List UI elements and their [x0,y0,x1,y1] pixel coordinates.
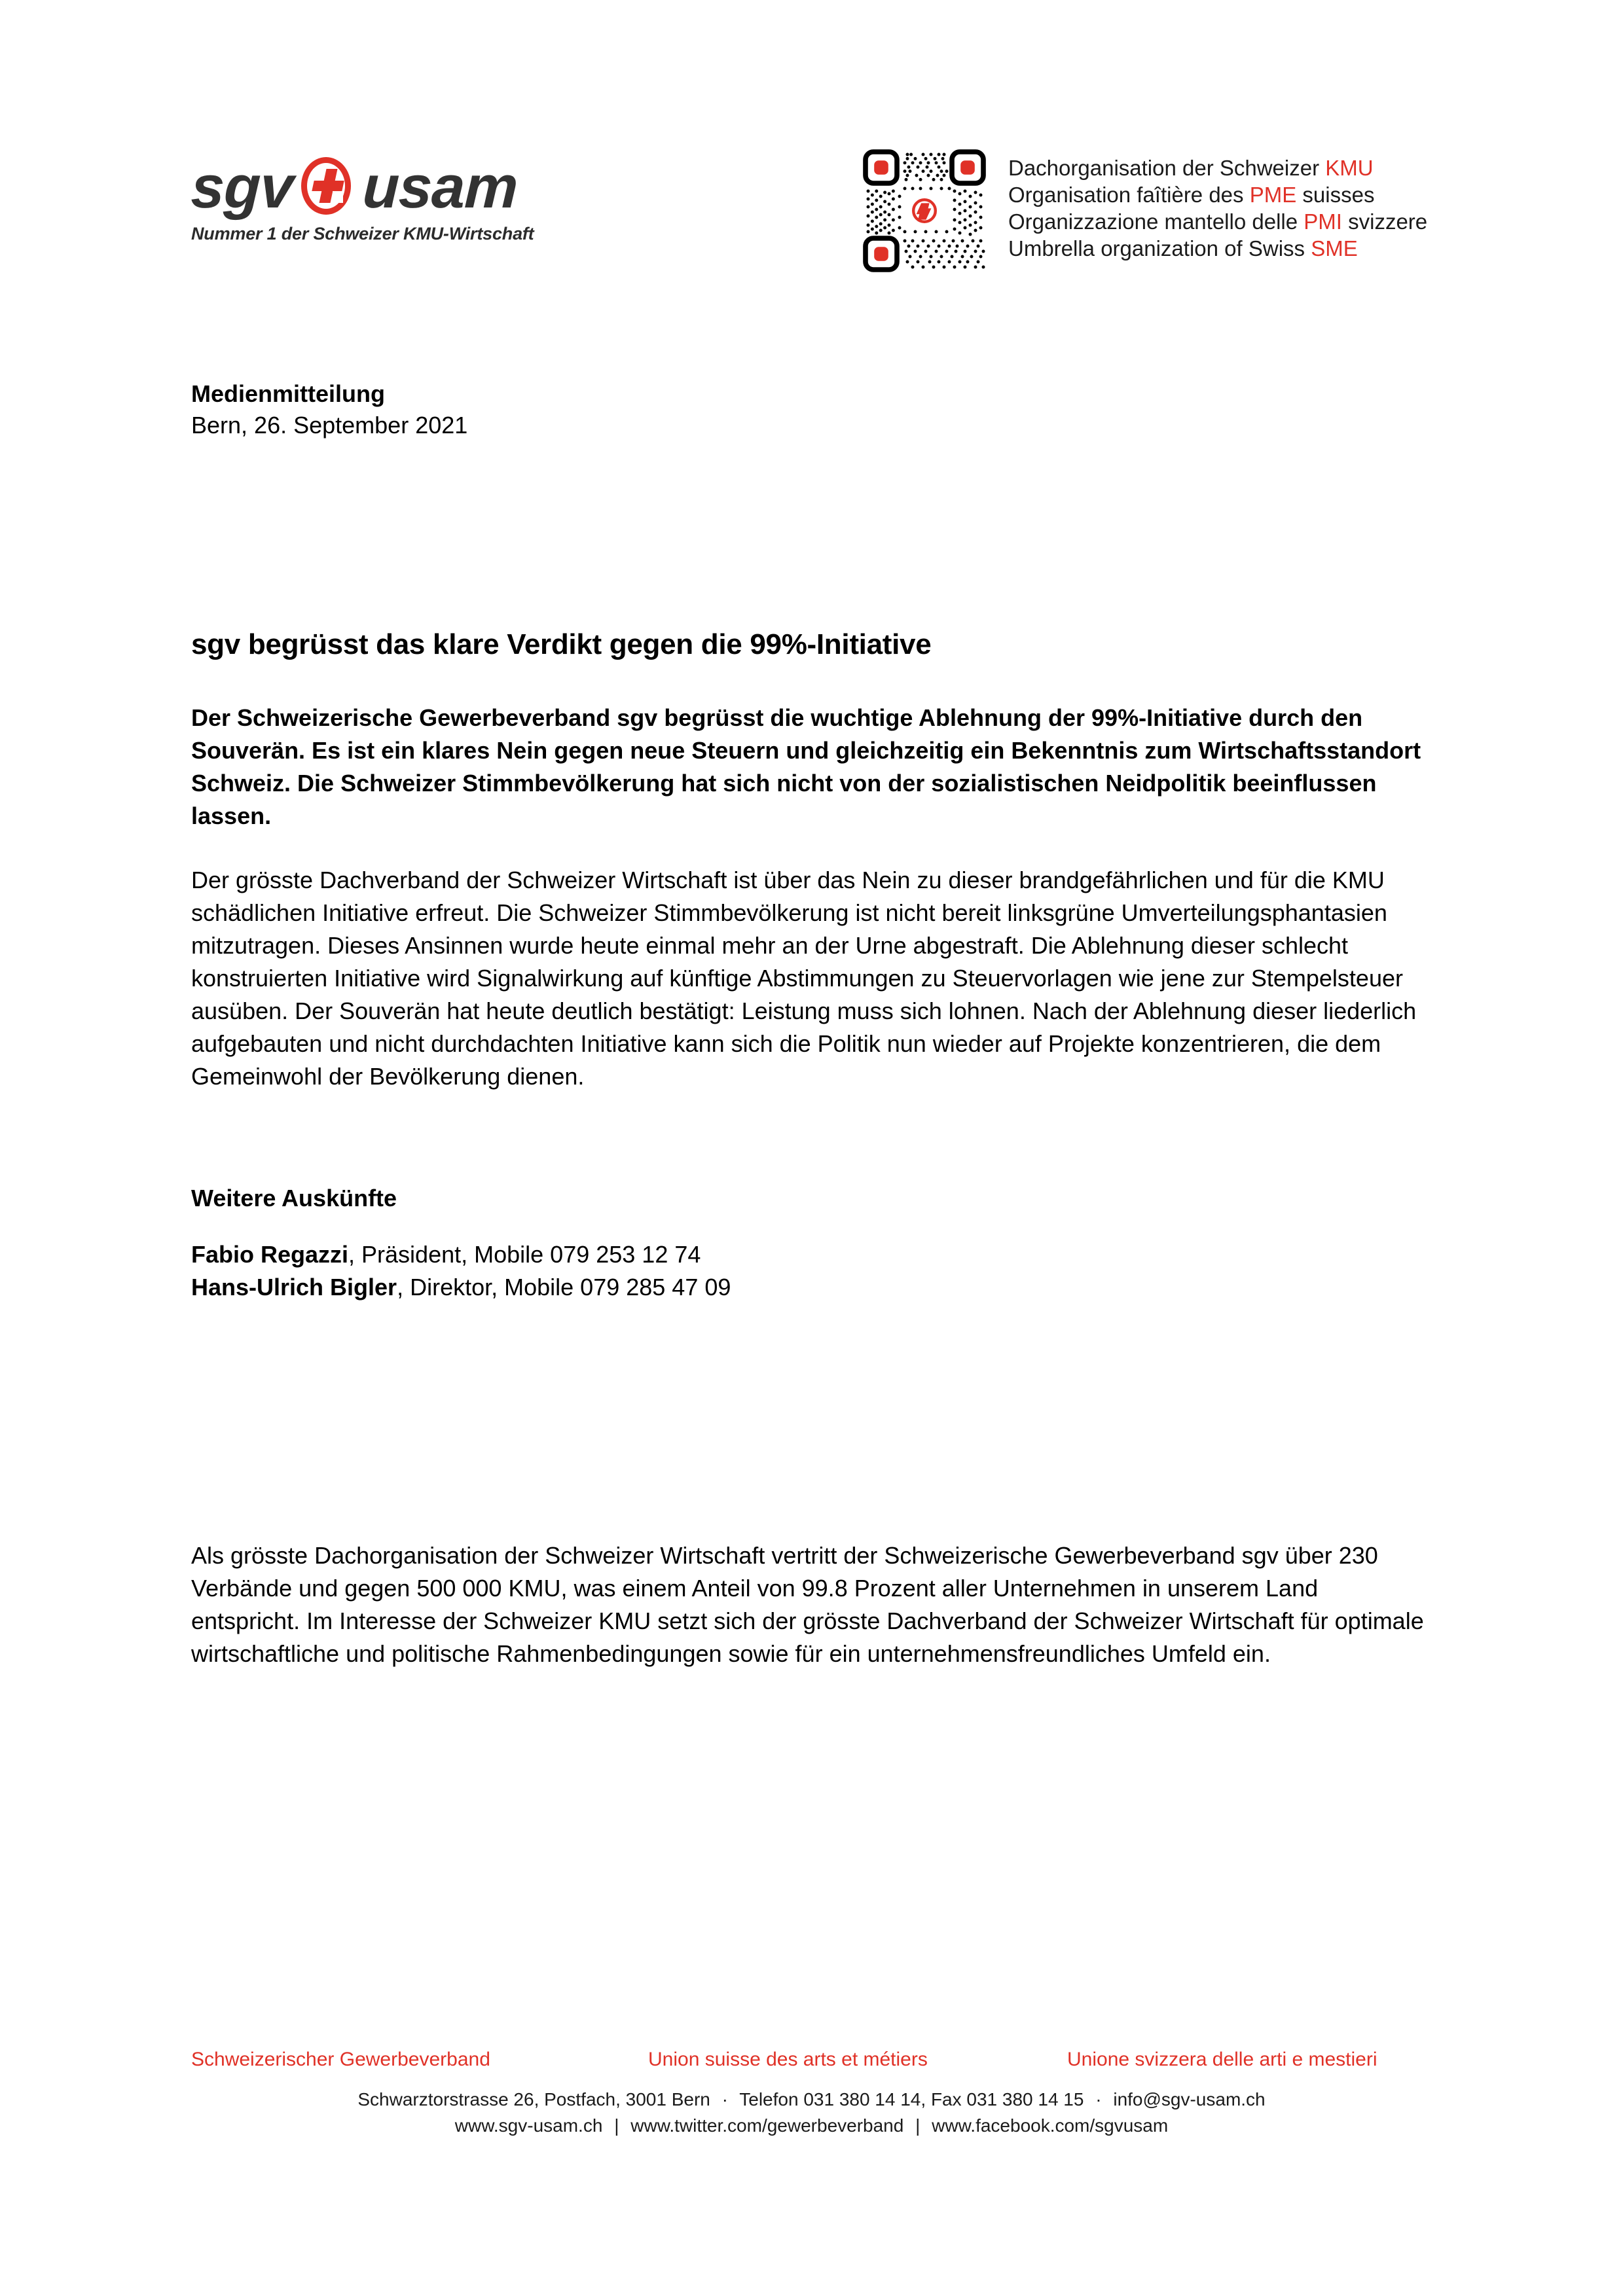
logo-word-usam: usam [361,154,519,221]
footer-email[interactable]: info@sgv-usam.ch [1113,2089,1266,2109]
header-qr-languages [863,149,1427,272]
footer-link-twitter[interactable]: www.twitter.com/gewerbeverband [630,2115,904,2136]
footer-org-fr: Union suisse des arts et métiers [648,2049,928,2070]
logo-tagline: Nummer 1 der Schweizer KMU-Wirtschaft [191,224,534,243]
footer-address: Schwarztorstrasse 26, Postfach, 3001 Bern [357,2089,710,2109]
footer-phone: Telefon 031 380 14 14, Fax 031 380 14 15 [739,2089,1084,2109]
lead-paragraph: Der Schweizerische Gewerbeverband sgv begrüsst die wuchtige Ablehnung der 99%-Initiative durch den Souverän. Es ist ein klares Nein gegen neue Steuern und gleichzeitig ein Bekenntnis zum Wirtschaftsstandort Schweiz. Die Schweizer Stimmbevölkerung hat sich nicht von der sozialistischen Neidpolitik beeinflussen lassen. [191,704,1421,829]
page-title: sgv begrüsst das klare Verdikt gegen die 99%-Initiative [191,628,932,661]
logo-word-sgv: sgv [190,154,295,221]
contacts-heading: Weitere Auskünfte [191,1185,397,1211]
qr-code-icon [863,149,986,272]
acronym-sme: SME [1311,236,1358,260]
page-header [0,143,1623,287]
contact-details: , Direktor, Mobile 079 285 47 09 [397,1274,731,1300]
language-line-it: Organizzazione mantello delle PMI svizzere [1008,209,1428,234]
place-and-date: Bern, 26. September 2021 [191,412,468,439]
contact-item [191,1271,731,1304]
footer-separator: · [1095,2089,1102,2109]
contact-name: Hans-Ulrich Bigler [191,1274,397,1300]
contact-details: , Präsident, Mobile 079 253 12 74 [348,1241,701,1268]
footer-separator: | [915,2115,921,2136]
footer-org-de: Schweizerischer Gewerbeverband [191,2049,490,2070]
contact-item [191,1238,731,1271]
document-meta [191,378,1435,441]
footer-links-line [0,2113,1623,2139]
contacts-list [191,1238,731,1304]
footer-address-line [0,2087,1623,2113]
sgv-usam-logo [191,156,597,244]
swiss-cross-circle-icon [297,156,360,219]
footer-organisation-names [0,2049,1623,2077]
footer-org-it: Unione svizzera delle arti e mestieri [1067,2049,1377,2070]
language-line-en: Umbrella organization of Swiss SME [1008,236,1358,260]
footer-link-facebook[interactable]: www.facebook.com/sgvusam [932,2115,1169,2136]
acronym-kmu: KMU [1325,156,1374,180]
acronym-pme: PME [1249,183,1297,207]
page-footer [0,2049,1623,2139]
logo-wordmark [191,156,597,219]
document-type: Medienmitteilung [191,380,385,407]
language-line-fr: Organisation faîtière des PME suisses [1008,183,1375,207]
footer-link-website[interactable]: www.sgv-usam.ch [454,2115,603,2136]
footer-separator: · [721,2089,728,2109]
body-paragraph: Der grösste Dachverband der Schweizer Wirtschaft ist über das Nein zu dieser brandgefährlichen und für die KMU schädlichen Initiative erfreut. Die Schweizer Stimmbevölkerung ist nicht bereit linksgrüne Umverteilungsphantasien mitzutragen. Dieses Ansinnen wurde heute einmal mehr an der Urne abgestraft. Die Ablehnung dieser schlecht konstruierten Initiative wird Signalwirkung auf künftige Abstimmungen zu Steuervorlagen wie jene zur Stempelsteuer ausüben. Der Souverän hat heute deutlich bestätigt: Leistung muss sich lohnen. Nach der Ablehnung dieser liederlich aufgebauten und nicht durchdachten Initiative kann sich die Politik nun wieder auf Projekte konzentrieren, die dem Gemeinwohl der Bevölkerung dienen. [191,867,1417,1090]
footer-separator: | [614,2115,619,2136]
acronym-pmi: PMI [1304,209,1342,234]
boilerplate-paragraph: Als grösste Dachorganisation der Schweizer Wirtschaft vertritt der Schweizerische Gewerbeverband sgv über 230 Verbände und gegen 500 000 KMU, was einem Anteil von 99.8 Prozent aller Unternehmen in unserem Land entspricht. Im Interesse der Schweizer KMU setzt sich der grösste Dachverband der Schweizer Wirtschaft für optimale wirtschaftliche und politische Rahmenbedingungen sowie für ein unternehmensfreundliches Umfeld ein. [191,1542,1424,1667]
language-line-de: Dachorganisation der Schweizer KMU [1008,156,1374,180]
language-list [1008,149,1427,262]
contact-name: Fabio Regazzi [191,1241,349,1268]
